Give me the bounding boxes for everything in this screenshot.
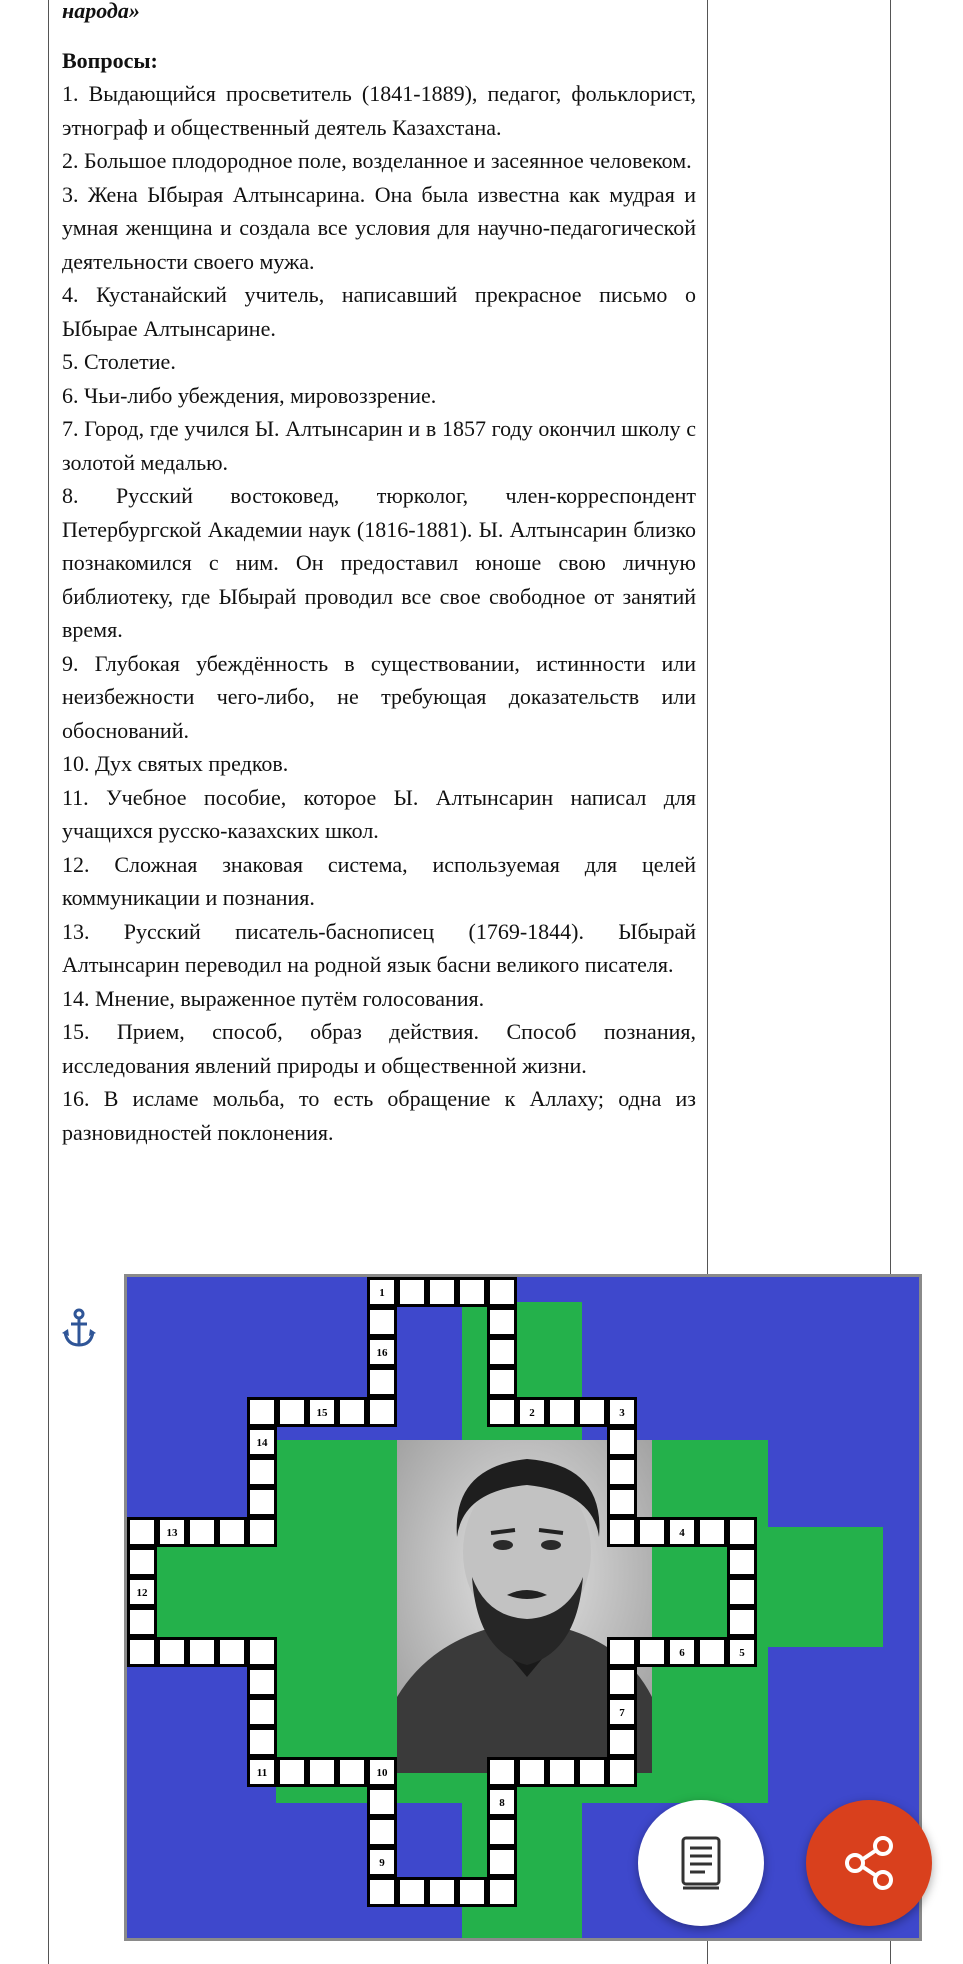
- crossword-cell[interactable]: [519, 1759, 546, 1786]
- crossword-cell[interactable]: [639, 1639, 666, 1666]
- crossword-cell[interactable]: [369, 1399, 396, 1426]
- crossword-cell[interactable]: [369, 1819, 396, 1846]
- crossword-puzzle: [124, 1274, 922, 1941]
- crossword-cell[interactable]: [129, 1549, 156, 1576]
- share-button[interactable]: [806, 1800, 932, 1926]
- clue-number-4: 4: [679, 1527, 685, 1539]
- crossword-cell[interactable]: [219, 1519, 246, 1546]
- question-item: 9. Глубокая убеждённость в существовании, истинности или неизбежности чего-либо, не требующая доказательств или обоснований.: [62, 650, 696, 743]
- crossword-cell[interactable]: [489, 1879, 516, 1906]
- question-item: 1. Выдающийся просветитель (1841-1889), педагог, фольклорист, этнограф и общественный деятель Казахстана.: [62, 81, 696, 140]
- crossword-cell[interactable]: [129, 1519, 156, 1546]
- crossword-cell[interactable]: [249, 1699, 276, 1726]
- crossword-cell[interactable]: [639, 1519, 666, 1546]
- clue-number-12: 12: [136, 1587, 148, 1599]
- questions-block: [62, 0, 696, 1149]
- document-icon: [679, 1834, 723, 1892]
- crossword-cell[interactable]: [429, 1279, 456, 1306]
- crossword-cell[interactable]: [249, 1639, 276, 1666]
- question-item: 14. Мнение, выраженное путём голосования.: [62, 985, 485, 1011]
- crossword-cell[interactable]: [249, 1399, 276, 1426]
- question-item: 13. Русский писатель-баснописец (1769-1844). Ыбырай Алтынсарин переводил на родной язык басни великого писателя.: [62, 918, 696, 977]
- crossword-cell[interactable]: [159, 1639, 186, 1666]
- clue-number-13: 13: [166, 1527, 178, 1539]
- crossword-cell[interactable]: [189, 1639, 216, 1666]
- clue-number-16: 16: [376, 1347, 388, 1359]
- crossword-cell[interactable]: [219, 1639, 246, 1666]
- crossword-grid: [127, 1277, 919, 1938]
- crossword-cell[interactable]: [489, 1399, 516, 1426]
- question-item: 6. Чьи-либо убеждения, мировоззрение.: [62, 382, 437, 408]
- crossword-cell[interactable]: [459, 1879, 486, 1906]
- crossword-cell[interactable]: [279, 1759, 306, 1786]
- questions-heading: Вопросы:: [62, 47, 158, 73]
- crossword-cell[interactable]: [339, 1399, 366, 1426]
- question-item: 11. Учебное пособие, которое Ы. Алтынсарин написал для учащихся русско-казахских школ.: [62, 784, 696, 843]
- crossword-cell[interactable]: [489, 1759, 516, 1786]
- crossword-cell[interactable]: [249, 1729, 276, 1756]
- crossword-cell[interactable]: [609, 1729, 636, 1756]
- question-item: 4. Кустанайский учитель, написавший прекрасное письмо о Ыбырае Алтынсарине.: [62, 282, 696, 341]
- document-button[interactable]: [638, 1800, 764, 1926]
- clue-number-1: 1: [379, 1287, 385, 1299]
- question-item: 7. Город, где учился Ы. Алтынсарин и в 1857 году окончил школу с золотой медалью.: [62, 416, 696, 475]
- crossword-cell[interactable]: [399, 1279, 426, 1306]
- crossword-cell[interactable]: [579, 1759, 606, 1786]
- clue-number-11: 11: [256, 1767, 268, 1779]
- crossword-cell[interactable]: [249, 1459, 276, 1486]
- crossword-cell[interactable]: [369, 1789, 396, 1816]
- crossword-cell[interactable]: [339, 1759, 366, 1786]
- crossword-cell[interactable]: [369, 1309, 396, 1336]
- crossword-cell[interactable]: [429, 1879, 456, 1906]
- crossword-cell[interactable]: [609, 1669, 636, 1696]
- crossword-cell[interactable]: [489, 1279, 516, 1306]
- clue-number-8: 8: [499, 1797, 505, 1809]
- clue-number-5: 5: [739, 1647, 745, 1659]
- share-icon: [837, 1831, 901, 1895]
- crossword-cell[interactable]: [579, 1399, 606, 1426]
- clue-number-9: 9: [379, 1857, 385, 1869]
- crossword-cell[interactable]: [729, 1549, 756, 1576]
- crossword-cell[interactable]: [249, 1489, 276, 1516]
- question-item: 3. Жена Ыбырая Алтынсарина. Она была известна как мудрая и умная женщина и создала все условия для научно-педагогической деятельности своего мужа.: [62, 181, 696, 274]
- clue-number-7: 7: [619, 1707, 625, 1719]
- crossword-cell[interactable]: [609, 1759, 636, 1786]
- clue-number-6: 6: [679, 1647, 685, 1659]
- portrait-left-eye: [493, 1540, 513, 1550]
- clue-number-15: 15: [316, 1407, 328, 1419]
- crossword-cell[interactable]: [459, 1279, 486, 1306]
- crossword-cell[interactable]: [609, 1429, 636, 1456]
- crossword-cell[interactable]: [699, 1639, 726, 1666]
- crossword-cell[interactable]: [609, 1489, 636, 1516]
- crossword-cell[interactable]: [249, 1669, 276, 1696]
- crossword-cell[interactable]: [489, 1309, 516, 1336]
- crossword-cell[interactable]: [189, 1519, 216, 1546]
- crossword-cell[interactable]: [129, 1609, 156, 1636]
- title-tail: народа»: [62, 0, 140, 23]
- question-item: 5. Столетие.: [62, 349, 176, 374]
- question-item: 16. В исламе мольба, то есть обращение к Аллаху; одна из разновидностей поклонения.: [62, 1086, 696, 1145]
- question-item: 8. Русский востоковед, тюрколог, член-корреспондент Петербургской Академии наук (1816-1881). Ы. Алтынсарин близко познакомился с ним. Он предоставил юноше свою личную библиотеку, где Ыбырай проводил все свое свободное от занятий время.: [62, 483, 696, 642]
- crossword-cell[interactable]: [729, 1579, 756, 1606]
- crossword-cell[interactable]: [249, 1519, 276, 1546]
- clue-number-14: 14: [256, 1437, 268, 1449]
- question-item: 10. Дух святых предков.: [62, 751, 289, 776]
- clue-number-10: 10: [376, 1767, 388, 1779]
- question-item: 15. Прием, способ, образ действия. Способ познания, исследования явлений природы и общественной жизни.: [62, 1019, 696, 1078]
- crossword-cell[interactable]: [609, 1639, 636, 1666]
- crossword-cell[interactable]: [489, 1369, 516, 1396]
- question-item: 2. Большое плодородное поле, возделанное и засеянное человеком.: [62, 148, 692, 173]
- crossword-cell[interactable]: [549, 1399, 576, 1426]
- question-item: 12. Сложная знаковая система, используемая для целей коммуникации и познания.: [62, 851, 696, 910]
- left-margin-line: [48, 0, 49, 1964]
- anchor-icon[interactable]: [62, 1308, 96, 1348]
- crossword-cell[interactable]: [609, 1519, 636, 1546]
- crossword-cell[interactable]: [699, 1519, 726, 1546]
- crossword-cell[interactable]: [609, 1459, 636, 1486]
- portrait-right-eye: [541, 1540, 561, 1550]
- crossword-cell[interactable]: [399, 1879, 426, 1906]
- crossword-cell[interactable]: [729, 1519, 756, 1546]
- crossword-cell[interactable]: [369, 1879, 396, 1906]
- crossword-cell[interactable]: [279, 1399, 306, 1426]
- crossword-cell[interactable]: [489, 1339, 516, 1366]
- crossword-cell[interactable]: [129, 1639, 156, 1666]
- crossword-cell[interactable]: [489, 1849, 516, 1876]
- crossword-cell[interactable]: [369, 1369, 396, 1396]
- crossword-cell[interactable]: [489, 1819, 516, 1846]
- clue-number-3: 3: [619, 1407, 625, 1419]
- crossword-cell[interactable]: [729, 1609, 756, 1636]
- clue-number-2: 2: [529, 1407, 535, 1419]
- crossword-cell[interactable]: [549, 1759, 576, 1786]
- crossword-cell[interactable]: [309, 1759, 336, 1786]
